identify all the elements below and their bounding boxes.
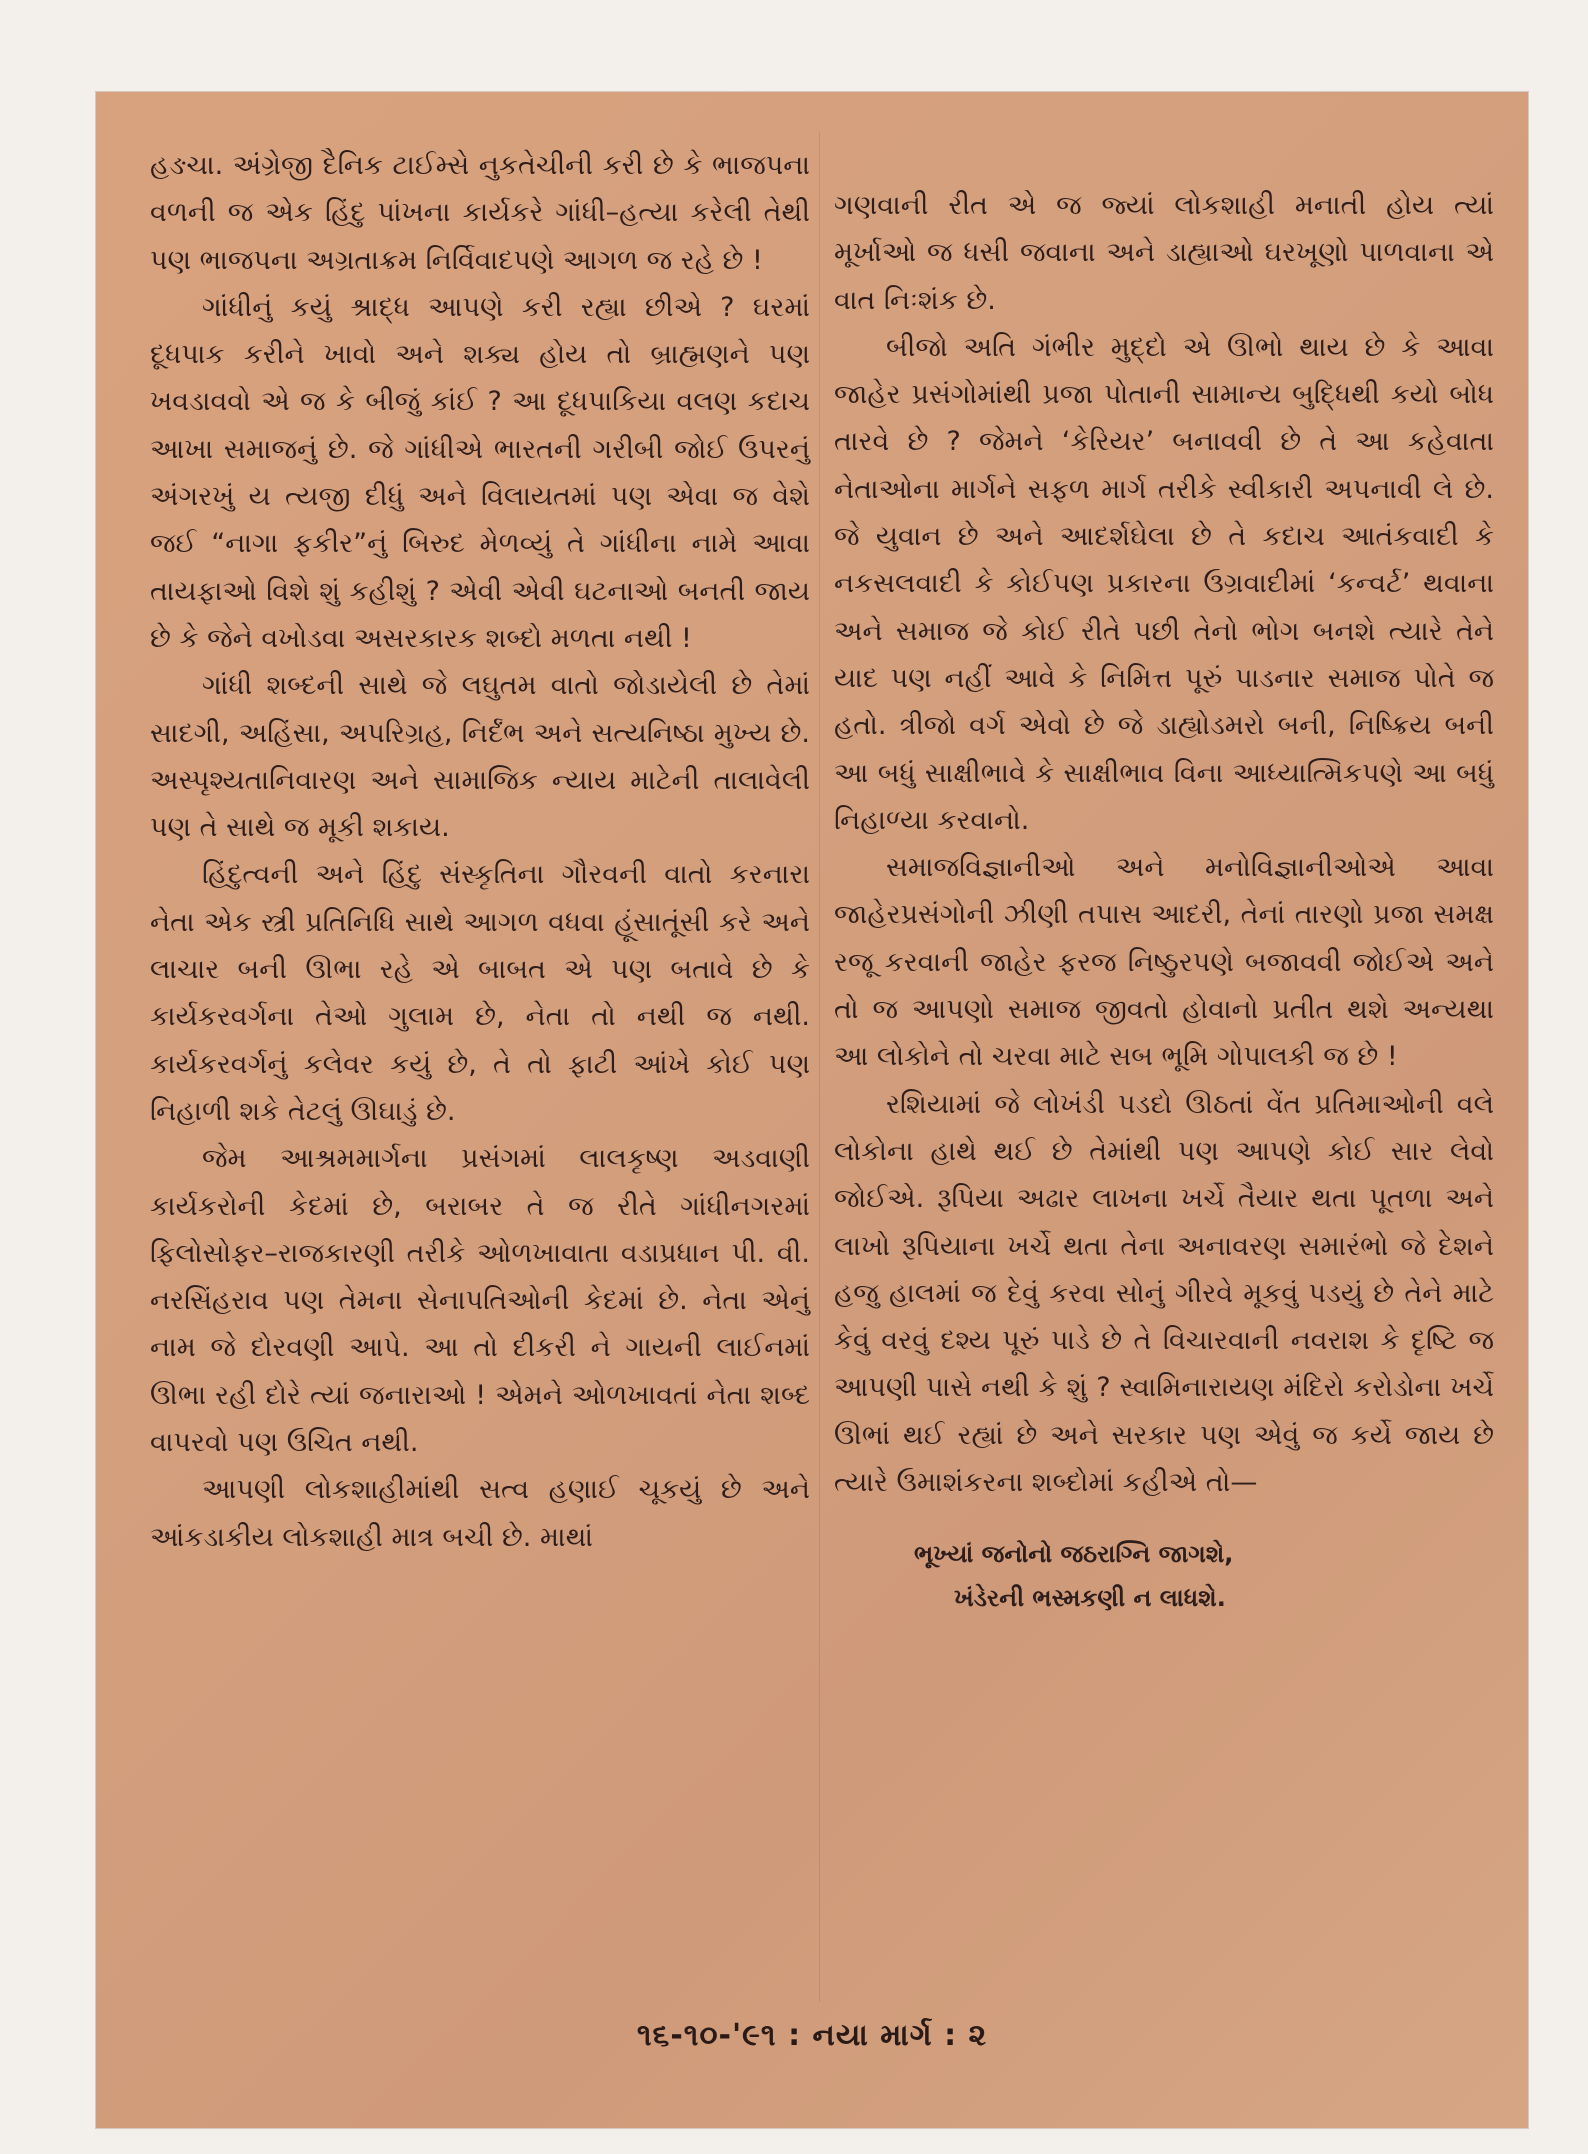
poem-line: ભૂખ્યાં જનોનો જઠરાગ્નિ જાગશે,: [914, 1540, 1234, 1569]
poem-line: ખંડેરની ભસ્મકણી ન લાધશે.: [954, 1584, 1226, 1613]
paragraph: આપણી લોકશાહીમાંથી સત્વ હણાઈ ચૂકયું છે અને આંકડાકીય લોકશાહી માત્ર બચી છે. માથાં: [150, 1474, 810, 1553]
page-footer: ૧૬-૧૦-'૯૧ : નયા માર્ગ : ૨: [636, 2018, 988, 2053]
left-column: [150, 142, 810, 1561]
right-column: [834, 182, 1494, 1620]
paragraph: રશિયામાં જે લોખંડી પડદો ઊઠતાં વેંત પ્રતિમાઓની વલે લોકોના હાથે થઈ છે તેમાંથી પણ આપણે કોઈ સાર લેવો જોઈએ. રૂપિયા અઢાર લાખના ખર્ચે તૈયાર થતા પૂતળા અને લાખો રૂપિયાના ખર્ચે થતા તેના અનાવરણ સમારંભો જે દેશને હજુ હાલમાં જ દેવું કરવા સોનું ગીરવે મૂકવું પડયું છે તેને માટે કેવું વરવું દશ્ય પૂરું પાડે છે તે વિચારવાની નવરાશ કે દૃષ્ટિ જ આપણી પાસે નથી કે શું ? સ્વામિનારાયણ મંદિરો કરોડોના ખર્ચે ઊભાં થઈ રહ્યાં છે અને સરકાર પણ એવું જ કર્યે જાય છે ત્યારે ઉમાશંકરના શબ્દોમાં કહીએ તો—: [834, 1088, 1494, 1499]
paragraph: ગાંધી શબ્દની સાથે જે લઘુતમ વાતો જોડાયેલી છે તેમાં સાદગી, અહિંસા, અપરિગ્રહ, નિર્દંભ અને સત્યનિષ્ઠા મુખ્ય છે. અસ્પૃશ્યતાનિવારણ અને સામાજિક ન્યાય માટેની તાલાવેલી પણ તે સાથે જ મૂકી શકાય.: [150, 670, 810, 844]
poem-quote: [834, 1532, 1494, 1620]
paragraph: સમાજવિજ્ઞાનીઓ અને મનોવિજ્ઞાનીઓએ આવા જાહેરપ્રસંગોની ઝીણી તપાસ આદરી, તેનાં તારણો પ્રજા સમક્ષ રજૂ કરવાની જાહેર ફરજ નિષ્ઠુરપણે બજાવવી જોઈએ અને તો જ આપણો સમાજ જીવતો હોવાનો પ્રતીત થશે અન્યથા આ લોકોને તો ચરવા માટે સબ ભૂમિ ગોપાલકી જ છે !: [834, 852, 1494, 1073]
paragraph: ગણવાની રીત એ જ જ્યાં લોકશાહી મનાતી હોય ત્યાં મૂર્ખાઓ જ ધસી જવાના અને ડાહ્યાઓ ઘરખૂણો પાળવાના એ વાત નિઃશંક છે.: [834, 190, 1494, 316]
paragraph: ગાંધીનું કયું શ્રાદ્ધ આપણે કરી રહ્યા છીએ ? ઘરમાં દૂધપાક કરીને ખાવો અને શક્ય હોય તો બ્રાહ્મણને પણ ખવડાવવો એ જ કે બીજું કાંઈ ? આ દૂધપાકિયા વલણ કદાચ આખા સમાજનું છે. જે ગાંધીએ ભારતની ગરીબી જોઈ ઉપરનું અંગરખું ય ત્યજી દીધું અને વિલાયતમાં પણ એવા જ વેશે જઈ “નાગા ફકીર”નું બિરુદ મેળવ્યું તે ગાંધીના નામે આવા તાયફાઓ વિશે શું કહીશું ? એવી એવી ઘટનાઓ બનતી જાય છે કે જેને વખોડવા અસરકારક શબ્દો મળતા નથી !: [150, 291, 810, 654]
paragraph: હઙચા. અંગ્રેજી દૈનિક ટાઈમ્સે નુકતેચીની કરી છે કે ભાજપના વળની જ એક હિંદુ પાંખના કાર્યકરે ગાંધી–હત્યા કરેલી તેથી પણ ભાજપના અગ્રતાક્રમ નિર્વિવાદપણે આગળ જ રહે છે !: [150, 150, 810, 276]
paragraph: હિંદુત્વની અને હિંદુ સંસ્કૃતિના ગૌરવની વાતો કરનારા નેતા એક સ્ત્રી પ્રતિનિધિ સાથે આગળ વધવા હૂંસાતૂંસી કરે અને લાચાર બની ઊભા રહે એ બાબત એ પણ બતાવે છે કે કાર્યકરવર્ગના તેઓ ગુલામ છે, નેતા તો નથી જ નથી. કાર્યકરવર્ગનું કલેવર કયું છે, તે તો ફાટી આંખે કોઈ પણ નિહાળી શકે તેટલું ઊઘાડું છે.: [150, 859, 810, 1127]
column-divider: [819, 132, 820, 2002]
paragraph: બીજો અતિ ગંભીર મુદ્દો એ ઊભો થાય છે કે આવા જાહેર પ્રસંગોમાંથી પ્રજા પોતાની સામાન્ય બુદ્ધિથી કયો બોધ તારવે છે ? જેમને ‘કેરિયર’ બનાવવી છે તે આ કહેવાતા નેતાઓના માર્ગને સફળ માર્ગ તરીકે સ્વીકારી અપનાવી લે છે. જે યુવાન છે અને આદર્શઘેલા છે તે કદાચ આતંકવાદી કે નકસલવાદી કે કોઈપણ પ્રકારના ઉગ્રવાદીમાં ‘કન્વર્ટ’ થવાના અને સમાજ જે કોઈ રીતે પછી તેનો ભોગ બનશે ત્યારે તેને યાદ પણ નહીં આવે કે નિમિત્ત પૂરું પાડનાર સમાજ પોતે જ હતો. ત્રીજો વર્ગ એવો છે જે ડાહ્યોડમરો બની, નિષ્ક્રિય બની આ બધું સાક્ષીભાવે કે સાક્ષીભાવ વિના આધ્યાત્મિકપણે આ બધું નિહાળ્યા કરવાનો.: [834, 331, 1494, 836]
paragraph: જેમ આશ્રમમાર્ગના પ્રસંગમાં લાલકૃષ્ણ અડવાણી કાર્યકરોની કેદમાં છે, બરાબર તે જ રીતે ગાંધીનગરમાં ફિલોસોફર–રાજકારણી તરીકે ઓળખાવાતા વડાપ્રધાન પી. વી. નરસિંહરાવ પણ તેમના સેનાપતિઓની કેદમાં છે. નેતા એનું નામ જે દોરવણી આપે. આ તો દીકરી ને ગાયની લાઈનમાં ઊભા રહી દોરે ત્યાં જનારાઓ ! એમને ઓળખાવતાં નેતા શબ્દ વાપરવો પણ ઉચિત નથી.: [150, 1143, 810, 1459]
magazine-page: [96, 92, 1528, 2128]
